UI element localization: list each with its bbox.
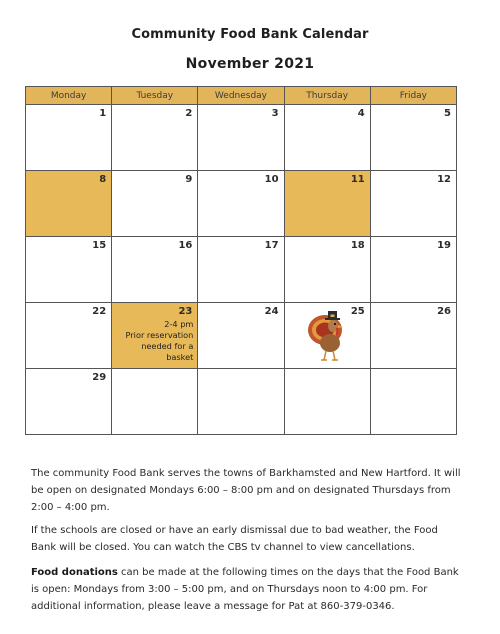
day-number: 15 bbox=[92, 240, 107, 251]
day-number: 24 bbox=[264, 306, 279, 317]
day-cell bbox=[198, 237, 284, 303]
day-number: 5 bbox=[444, 108, 451, 119]
day-cell-highlighted bbox=[284, 171, 370, 237]
day-cell bbox=[26, 105, 112, 171]
day-number: 25 bbox=[350, 306, 365, 317]
day-cell bbox=[284, 303, 370, 369]
day-cell bbox=[26, 237, 112, 303]
note-line: basket bbox=[166, 352, 194, 362]
day-cell bbox=[370, 171, 456, 237]
week-row bbox=[26, 303, 457, 369]
day-cell bbox=[370, 237, 456, 303]
day-number: 4 bbox=[357, 108, 365, 119]
day-cell bbox=[26, 369, 112, 435]
day-number: 8 bbox=[99, 174, 107, 185]
week-row bbox=[26, 105, 457, 171]
day-number: 9 bbox=[185, 174, 193, 185]
weekday-thursday: Thursday bbox=[284, 87, 370, 105]
weekday-wednesday: Wednesday bbox=[198, 87, 284, 105]
day-cell bbox=[112, 171, 198, 237]
day-cell bbox=[284, 105, 370, 171]
day-cell bbox=[198, 171, 284, 237]
day-cell bbox=[26, 303, 112, 369]
day-cell bbox=[198, 303, 284, 369]
day-cell-empty bbox=[112, 369, 198, 435]
day-number: 23 bbox=[178, 306, 193, 317]
turkey-icon bbox=[304, 305, 350, 363]
day-number: 16 bbox=[178, 240, 193, 251]
day-number: 17 bbox=[264, 240, 279, 251]
day-number: 29 bbox=[92, 372, 107, 383]
donations-label: Food donations bbox=[31, 567, 118, 578]
day-cell bbox=[370, 105, 456, 171]
day-number: 26 bbox=[437, 306, 451, 317]
day-number: 3 bbox=[271, 108, 279, 119]
note-line: needed for a bbox=[141, 341, 194, 351]
day-note bbox=[112, 319, 193, 363]
day-cell-empty bbox=[198, 369, 284, 435]
weekday-header-row bbox=[26, 87, 457, 105]
info-paragraph-donations bbox=[31, 564, 461, 615]
info-paragraph-closures: If the schools are closed or have an early dismissal due to bad weather, the Food Bank will be closed. You can watch the CBS tv channel to view cancellations. bbox=[31, 525, 438, 553]
week-row bbox=[26, 171, 457, 237]
day-number: 12 bbox=[437, 174, 451, 185]
week-row bbox=[26, 237, 457, 303]
day-cell bbox=[112, 105, 198, 171]
day-cell bbox=[198, 105, 284, 171]
weekday-friday: Friday bbox=[370, 87, 456, 105]
info-paragraph-hours: The community Food Bank serves the towns of Barkhamsted and New Hartford. It will be open on designated Mondays 6:00 – 8:00 pm and on designated Thursdays from 2:00 – 4:00 pm. bbox=[31, 468, 461, 513]
weekday-monday: Monday bbox=[26, 87, 112, 105]
day-cell-empty bbox=[370, 369, 456, 435]
calendar-grid bbox=[25, 86, 457, 435]
day-cell bbox=[284, 237, 370, 303]
day-cell-highlighted bbox=[112, 303, 198, 369]
day-number: 2 bbox=[185, 108, 193, 119]
day-cell bbox=[112, 237, 198, 303]
day-cell-highlighted bbox=[26, 171, 112, 237]
day-number: 10 bbox=[264, 174, 279, 185]
day-number: 18 bbox=[350, 240, 365, 251]
day-number: 22 bbox=[92, 306, 107, 317]
day-number: 19 bbox=[437, 240, 451, 251]
week-row bbox=[26, 369, 457, 435]
day-number: 11 bbox=[350, 174, 365, 185]
note-line: Prior reservation bbox=[125, 330, 194, 340]
day-cell-empty bbox=[284, 369, 370, 435]
weekday-tuesday: Tuesday bbox=[112, 87, 198, 105]
calendar-month: November 2021 bbox=[185, 56, 315, 72]
donations-text: can be made at the following times on the days that the Food Bank is open: Mondays from 3:00 – 5:00 pm, and on Thursdays noon to 4:00 pm. For additional information, please leave a message for Pat at 860-379-0346. bbox=[31, 567, 459, 612]
day-number: 1 bbox=[99, 108, 107, 119]
day-cell bbox=[370, 303, 456, 369]
note-time: 2-4 pm bbox=[164, 319, 194, 329]
calendar-title: Community Food Bank Calendar bbox=[131, 27, 369, 42]
